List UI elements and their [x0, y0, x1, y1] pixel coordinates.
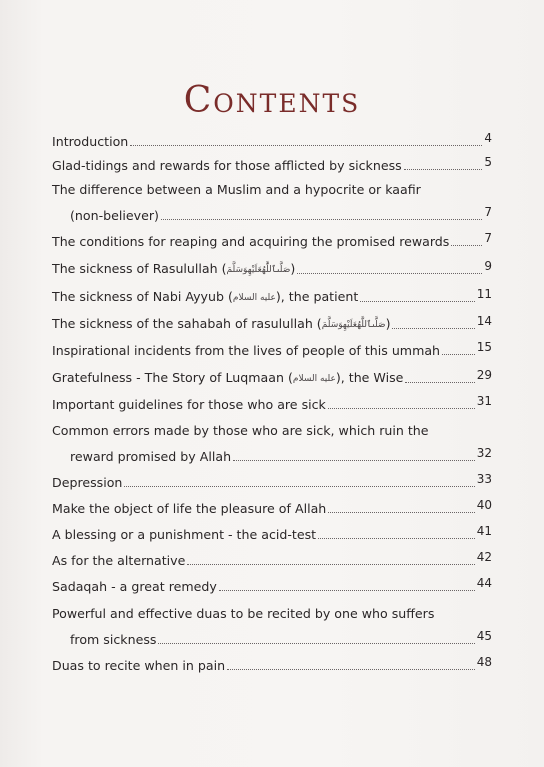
toc-entry [52, 231, 492, 250]
toc-entry [52, 155, 492, 174]
toc-page-number: 32 [476, 446, 492, 460]
toc-entry-title: Duas to recite when in pain [52, 658, 226, 673]
dot-leader [227, 669, 475, 670]
dot-leader [187, 564, 474, 565]
dot-leader [161, 219, 482, 220]
toc-entry-title: Powerful and effective duas to be recited by one who suffers [52, 606, 435, 621]
toc-entry [52, 394, 492, 413]
toc-page-number: 40 [476, 498, 492, 512]
toc-entry-title: Gratefulness - The Story of Luqmaan (عليه السلام), the Wise [52, 370, 404, 385]
toc-page-number: 7 [484, 205, 492, 219]
toc-entry-title: A blessing or a punishment - the acid-test [52, 527, 317, 542]
toc-entry [52, 423, 492, 465]
toc-entry [52, 550, 492, 569]
dot-leader [124, 486, 474, 487]
toc-entry [52, 286, 492, 306]
dot-leader [451, 245, 482, 246]
dot-leader [404, 169, 483, 170]
salutation-seal: عليه السلام [232, 292, 276, 303]
toc-entry-title: Introduction [52, 134, 129, 149]
toc-entry [52, 472, 492, 491]
toc-page-number: 14 [476, 313, 492, 328]
toc-page-number: 15 [476, 340, 492, 354]
salutation-seal: عليه السلام [292, 373, 336, 384]
toc-page-number: 44 [476, 576, 492, 590]
toc-page-number: 9 [484, 258, 492, 273]
toc-page-number: 48 [476, 655, 492, 669]
toc-entry-title: Sadaqah - a great remedy [52, 579, 217, 594]
toc-entry-title: As for the alternative [52, 553, 186, 568]
dot-leader [233, 460, 475, 461]
toc-page-number: 4 [484, 131, 492, 145]
salutation-seal: صَلَّىٱللَّٰهُعَلَيْهِوَسَلَّمَ [321, 319, 386, 330]
toc-entry-title: Make the object of life the pleasure of Allah [52, 501, 327, 516]
toc-entry-title: The sickness of the sahabah of rasulullah (صَلَّىٱللَّٰهُعَلَيْهِوَسَلَّمَ) [52, 316, 391, 331]
toc-entry [52, 576, 492, 595]
toc-entry-title: Important guidelines for those who are sick [52, 397, 326, 412]
dot-leader [328, 408, 475, 409]
dot-leader [328, 512, 474, 513]
toc-page-number: 31 [476, 394, 492, 408]
dot-leader [219, 590, 475, 591]
dot-leader [360, 301, 474, 302]
page-title: Contents [183, 80, 361, 121]
dot-leader [392, 328, 474, 329]
toc-entry-continuation: (non-believer) [70, 208, 159, 223]
toc-entry-title: The difference between a Muslim and a hypocrite or kaafir [52, 182, 421, 197]
toc-entry-title: Common errors made by those who are sick, which ruin the [52, 423, 429, 438]
toc-entry [52, 258, 492, 278]
dot-leader [405, 382, 474, 383]
toc-entry [52, 182, 492, 224]
dot-leader [442, 354, 475, 355]
dot-leader [318, 538, 475, 539]
toc-page-number: 7 [484, 231, 492, 245]
salutation-seal: صَلَّىٱللَّٰهُعَلَيْهِوَسَلَّمَ [226, 264, 291, 275]
toc-entry-title: Glad-tidings and rewards for those afflicted by sickness [52, 158, 402, 173]
toc-entry [52, 524, 492, 543]
dot-leader [297, 273, 482, 274]
toc-entry [52, 655, 492, 674]
toc-page-number: 29 [476, 367, 492, 382]
toc-page-number: 42 [476, 550, 492, 564]
toc-page-number: 41 [476, 524, 492, 538]
toc-entry-title: Depression [52, 475, 123, 490]
toc-entry-continuation: reward promised by Allah [70, 449, 232, 464]
toc-page-number: 5 [484, 155, 492, 169]
toc-entry-title: The sickness of Rasulullah (صَلَّىٱللَّٰهُعَلَيْهِوَسَلَّمَ) [52, 261, 296, 276]
toc-entry [52, 498, 492, 517]
toc-page-number: 45 [476, 629, 492, 643]
toc-page-number: 11 [476, 286, 492, 301]
toc-entry-title: The sickness of Nabi Ayyub (عليه السلام), the patient [52, 289, 359, 304]
toc-entry-title: Inspirational incidents from the lives of people of this ummah [52, 343, 441, 358]
toc-entry-continuation: from sickness [70, 632, 157, 647]
toc-entry-title: The conditions for reaping and acquiring the promised rewards [52, 234, 450, 249]
toc-entry [52, 313, 492, 333]
toc-entry [52, 131, 492, 150]
dot-leader [130, 145, 482, 146]
dot-leader [158, 643, 474, 644]
toc-entry [52, 606, 492, 648]
toc-entry [52, 340, 492, 359]
toc-entry [52, 367, 492, 387]
toc-page-number: 33 [476, 472, 492, 486]
